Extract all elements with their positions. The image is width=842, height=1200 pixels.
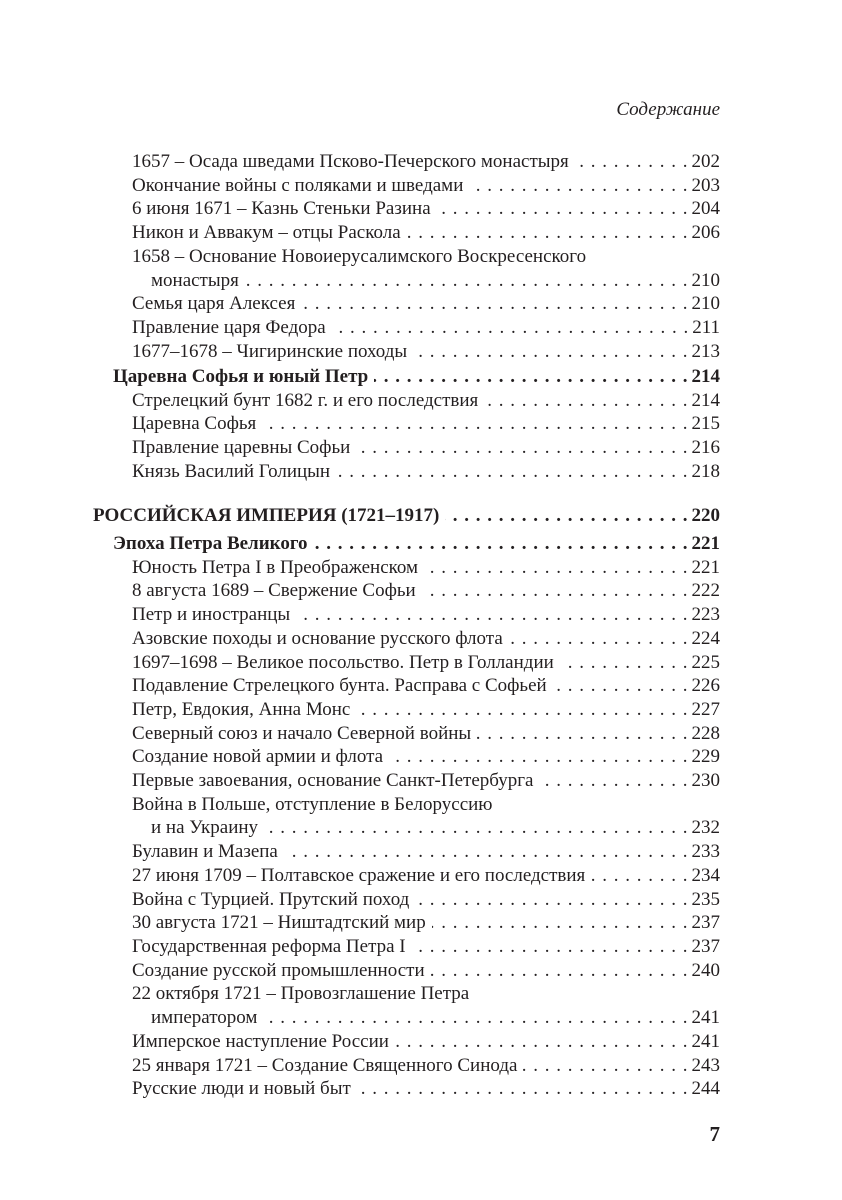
toc-entry: [93, 460, 720, 484]
entry-page: 222: [691, 580, 720, 602]
entry-page: 232: [691, 817, 720, 839]
dot-leader: [336, 460, 687, 484]
dot-leader: [314, 532, 688, 556]
entry-page: 214: [691, 365, 720, 387]
toc-entry: [93, 911, 720, 935]
entry-page: 216: [691, 436, 720, 458]
entry-title: Правление царя Федора: [132, 316, 326, 338]
entry-title-continuation: императором: [151, 1007, 258, 1029]
dot-leader: [469, 174, 687, 198]
entry-title: Петр, Евдокия, Анна Монс: [132, 698, 351, 720]
entry-page: 210: [691, 269, 720, 291]
toc-part: [93, 504, 720, 528]
entry-page: 225: [691, 651, 720, 673]
entry-page: 211: [692, 316, 720, 338]
dot-leader: [484, 389, 687, 413]
entry-page: 230: [691, 770, 720, 792]
toc-entry: [93, 793, 720, 817]
entry-title: 1697–1698 – Великое посольство. Петр в Голландии: [132, 651, 554, 673]
dot-leader: [422, 579, 688, 603]
toc-entry: [93, 864, 720, 888]
entry-title: Стрелецкий бунт 1682 г. и его последствия: [132, 389, 479, 411]
entry-title: Князь Василий Голицын: [132, 460, 331, 482]
entry-page: 244: [691, 1078, 720, 1100]
entry-page: 227: [691, 698, 720, 720]
entry-title: 30 августа 1721 – Ништадтский мир: [132, 912, 426, 934]
dot-leader: [389, 745, 687, 769]
toc-entry: [93, 888, 720, 912]
entry-page: 224: [691, 627, 720, 649]
dot-leader: [424, 556, 687, 580]
toc-entry: [93, 603, 720, 627]
dot-leader: [553, 674, 688, 698]
entry-title: 27 июня 1709 – Полтавское сражение и его последствия: [132, 864, 586, 886]
toc-entry: [93, 436, 720, 460]
dot-leader: [413, 340, 687, 364]
entry-page: 237: [691, 912, 720, 934]
entry-title: Имперское наступление России: [132, 1030, 389, 1052]
entry-page: 218: [691, 460, 720, 482]
entry-page: 243: [691, 1054, 720, 1076]
toc-chapter: [93, 532, 720, 556]
entry-page: 214: [691, 389, 720, 411]
dot-leader: [523, 1054, 687, 1078]
entry-title: Создание новой армии и флота: [132, 746, 384, 768]
dot-leader: [509, 627, 688, 651]
entry-title: Семья царя Алексея: [132, 293, 296, 315]
toc-entry: [93, 579, 720, 603]
dot-leader: [415, 888, 687, 912]
dot-leader: [407, 221, 688, 245]
toc-chapter: [93, 365, 720, 389]
dot-leader: [264, 816, 687, 840]
dot-leader: [432, 911, 688, 935]
entry-page: 241: [691, 1030, 720, 1052]
entry-page: 204: [691, 198, 720, 220]
dot-leader: [412, 935, 688, 959]
entry-page: 223: [691, 604, 720, 626]
entry-page: 220: [691, 505, 720, 527]
entry-title: РОССИЙСКАЯ ИМПЕРИЯ (1721–1917): [93, 505, 440, 527]
entry-title: 25 января 1721 – Создание Священного Синода: [132, 1054, 518, 1076]
entry-title: Правление царевны Софьи: [132, 436, 351, 458]
entry-title: 22 октября 1721 – Провозглашение Петра: [132, 983, 470, 1005]
dot-leader: [395, 1030, 688, 1054]
entry-page: 202: [691, 151, 720, 172]
entry-page: 241: [691, 1007, 720, 1029]
toc-entry: [93, 556, 720, 580]
toc-entry: [93, 840, 720, 864]
toc-entry-continuation: [93, 1006, 720, 1030]
entry-title: Создание русской промышленности: [132, 959, 425, 981]
entry-page: 237: [691, 936, 720, 957]
entry-title: Первые завоевания, основание Санкт-Петербурга: [132, 770, 534, 792]
entry-title: 1677–1678 – Чигиринские походы: [132, 340, 408, 362]
toc-entry: [93, 1030, 720, 1054]
entry-page: 210: [691, 293, 720, 315]
entry-page: 215: [691, 413, 720, 435]
toc-entry: [93, 316, 720, 340]
entry-title: 1657 – Осада шведами Псково-Печерского монастыря: [132, 151, 569, 172]
toc-entry: [93, 627, 720, 651]
entry-page: 213: [691, 340, 720, 362]
toc-entry: [93, 745, 720, 769]
toc-entry: [93, 245, 720, 269]
entry-page: 203: [691, 174, 720, 196]
dot-leader: [591, 864, 687, 888]
entry-title: Северный союз и начало Северной войны: [132, 722, 472, 744]
toc-entry: [93, 674, 720, 698]
entry-title-continuation: и на Украину: [151, 817, 259, 839]
toc-entry: [93, 959, 720, 983]
entry-page: 206: [691, 222, 720, 244]
toc-entry: [93, 292, 720, 316]
dot-leader: [284, 840, 688, 864]
toc-entry-continuation: [93, 269, 720, 293]
entry-title: Подавление Стрелецкого бунта. Расправа с Софьей: [132, 675, 547, 697]
entry-title: Азовские походы и основание русского флота: [132, 627, 503, 649]
entry-title: Царевна Софья: [132, 413, 257, 435]
entry-page: 235: [691, 888, 720, 910]
toc-entry: [93, 769, 720, 793]
entry-page: 233: [691, 841, 720, 863]
dot-leader: [431, 959, 688, 983]
entry-page: 234: [691, 864, 720, 886]
entry-title: Булавин и Мазепа: [132, 841, 278, 863]
entry-title: Эпоха Петра Великого: [113, 533, 308, 555]
toc-entry: [93, 935, 720, 959]
dot-leader: [301, 292, 687, 316]
entry-title: 1658 – Основание Новоиерусалимского Воскресенского: [132, 245, 587, 267]
dot-leader: [560, 651, 688, 675]
toc-entry: [93, 412, 720, 436]
toc-entry: [93, 340, 720, 364]
dot-leader: [262, 412, 687, 436]
dot-leader: [575, 150, 688, 174]
dot-leader: [445, 504, 687, 528]
toc-entry: [93, 150, 720, 174]
dot-leader: [539, 769, 687, 793]
entry-page: 221: [691, 533, 720, 555]
entry-title-continuation: монастыря: [151, 269, 239, 291]
entry-title: Никон и Аввакум – отцы Раскола: [132, 222, 401, 244]
entry-title: Война в Польше, отступление в Белоруссию: [132, 793, 493, 815]
toc-entry: [93, 698, 720, 722]
dot-leader: [374, 365, 687, 389]
running-head: Содержание: [616, 99, 720, 120]
entry-title: Государственная реформа Петра I: [132, 936, 406, 957]
dot-leader: [357, 1077, 688, 1101]
dot-leader: [356, 698, 687, 722]
entry-title: Окончание войны с поляками и шведами: [132, 174, 464, 196]
page-number: 7: [709, 1122, 720, 1146]
toc-entry: [93, 1077, 720, 1101]
entry-page: 226: [691, 675, 720, 697]
toc-entry: [93, 221, 720, 245]
entry-title: Юность Петра I в Преображенском: [132, 556, 419, 578]
table-of-contents: [93, 150, 720, 1101]
toc-entry: [93, 651, 720, 675]
entry-title: 6 июня 1671 – Казнь Стеньки Разина: [132, 198, 431, 220]
dot-leader: [437, 197, 688, 221]
toc-entry: [93, 389, 720, 413]
entry-page: 228: [691, 722, 720, 744]
toc-entry: [93, 174, 720, 198]
dot-leader: [245, 269, 688, 293]
entry-title: Русские люди и новый быт: [132, 1078, 351, 1100]
toc-entry: [93, 722, 720, 746]
entry-title: Царевна Софья и юный Петр: [113, 365, 369, 387]
toc-entry: [93, 197, 720, 221]
dot-leader: [263, 1006, 687, 1030]
entry-page: 229: [691, 746, 720, 768]
dot-leader: [296, 603, 687, 627]
entry-page: 240: [691, 959, 720, 981]
dot-leader: [477, 722, 687, 746]
toc-entry: [93, 982, 720, 1006]
entry-title: Петр и иностранцы: [132, 604, 291, 626]
dot-leader: [356, 436, 687, 460]
entry-title: Война с Турцией. Прутский поход: [132, 888, 410, 910]
toc-entry: [93, 1054, 720, 1078]
entry-page: 221: [691, 556, 720, 578]
dot-leader: [332, 316, 689, 340]
toc-entry-continuation: [93, 816, 720, 840]
entry-title: 8 августа 1689 – Свержение Софьи: [132, 580, 416, 602]
